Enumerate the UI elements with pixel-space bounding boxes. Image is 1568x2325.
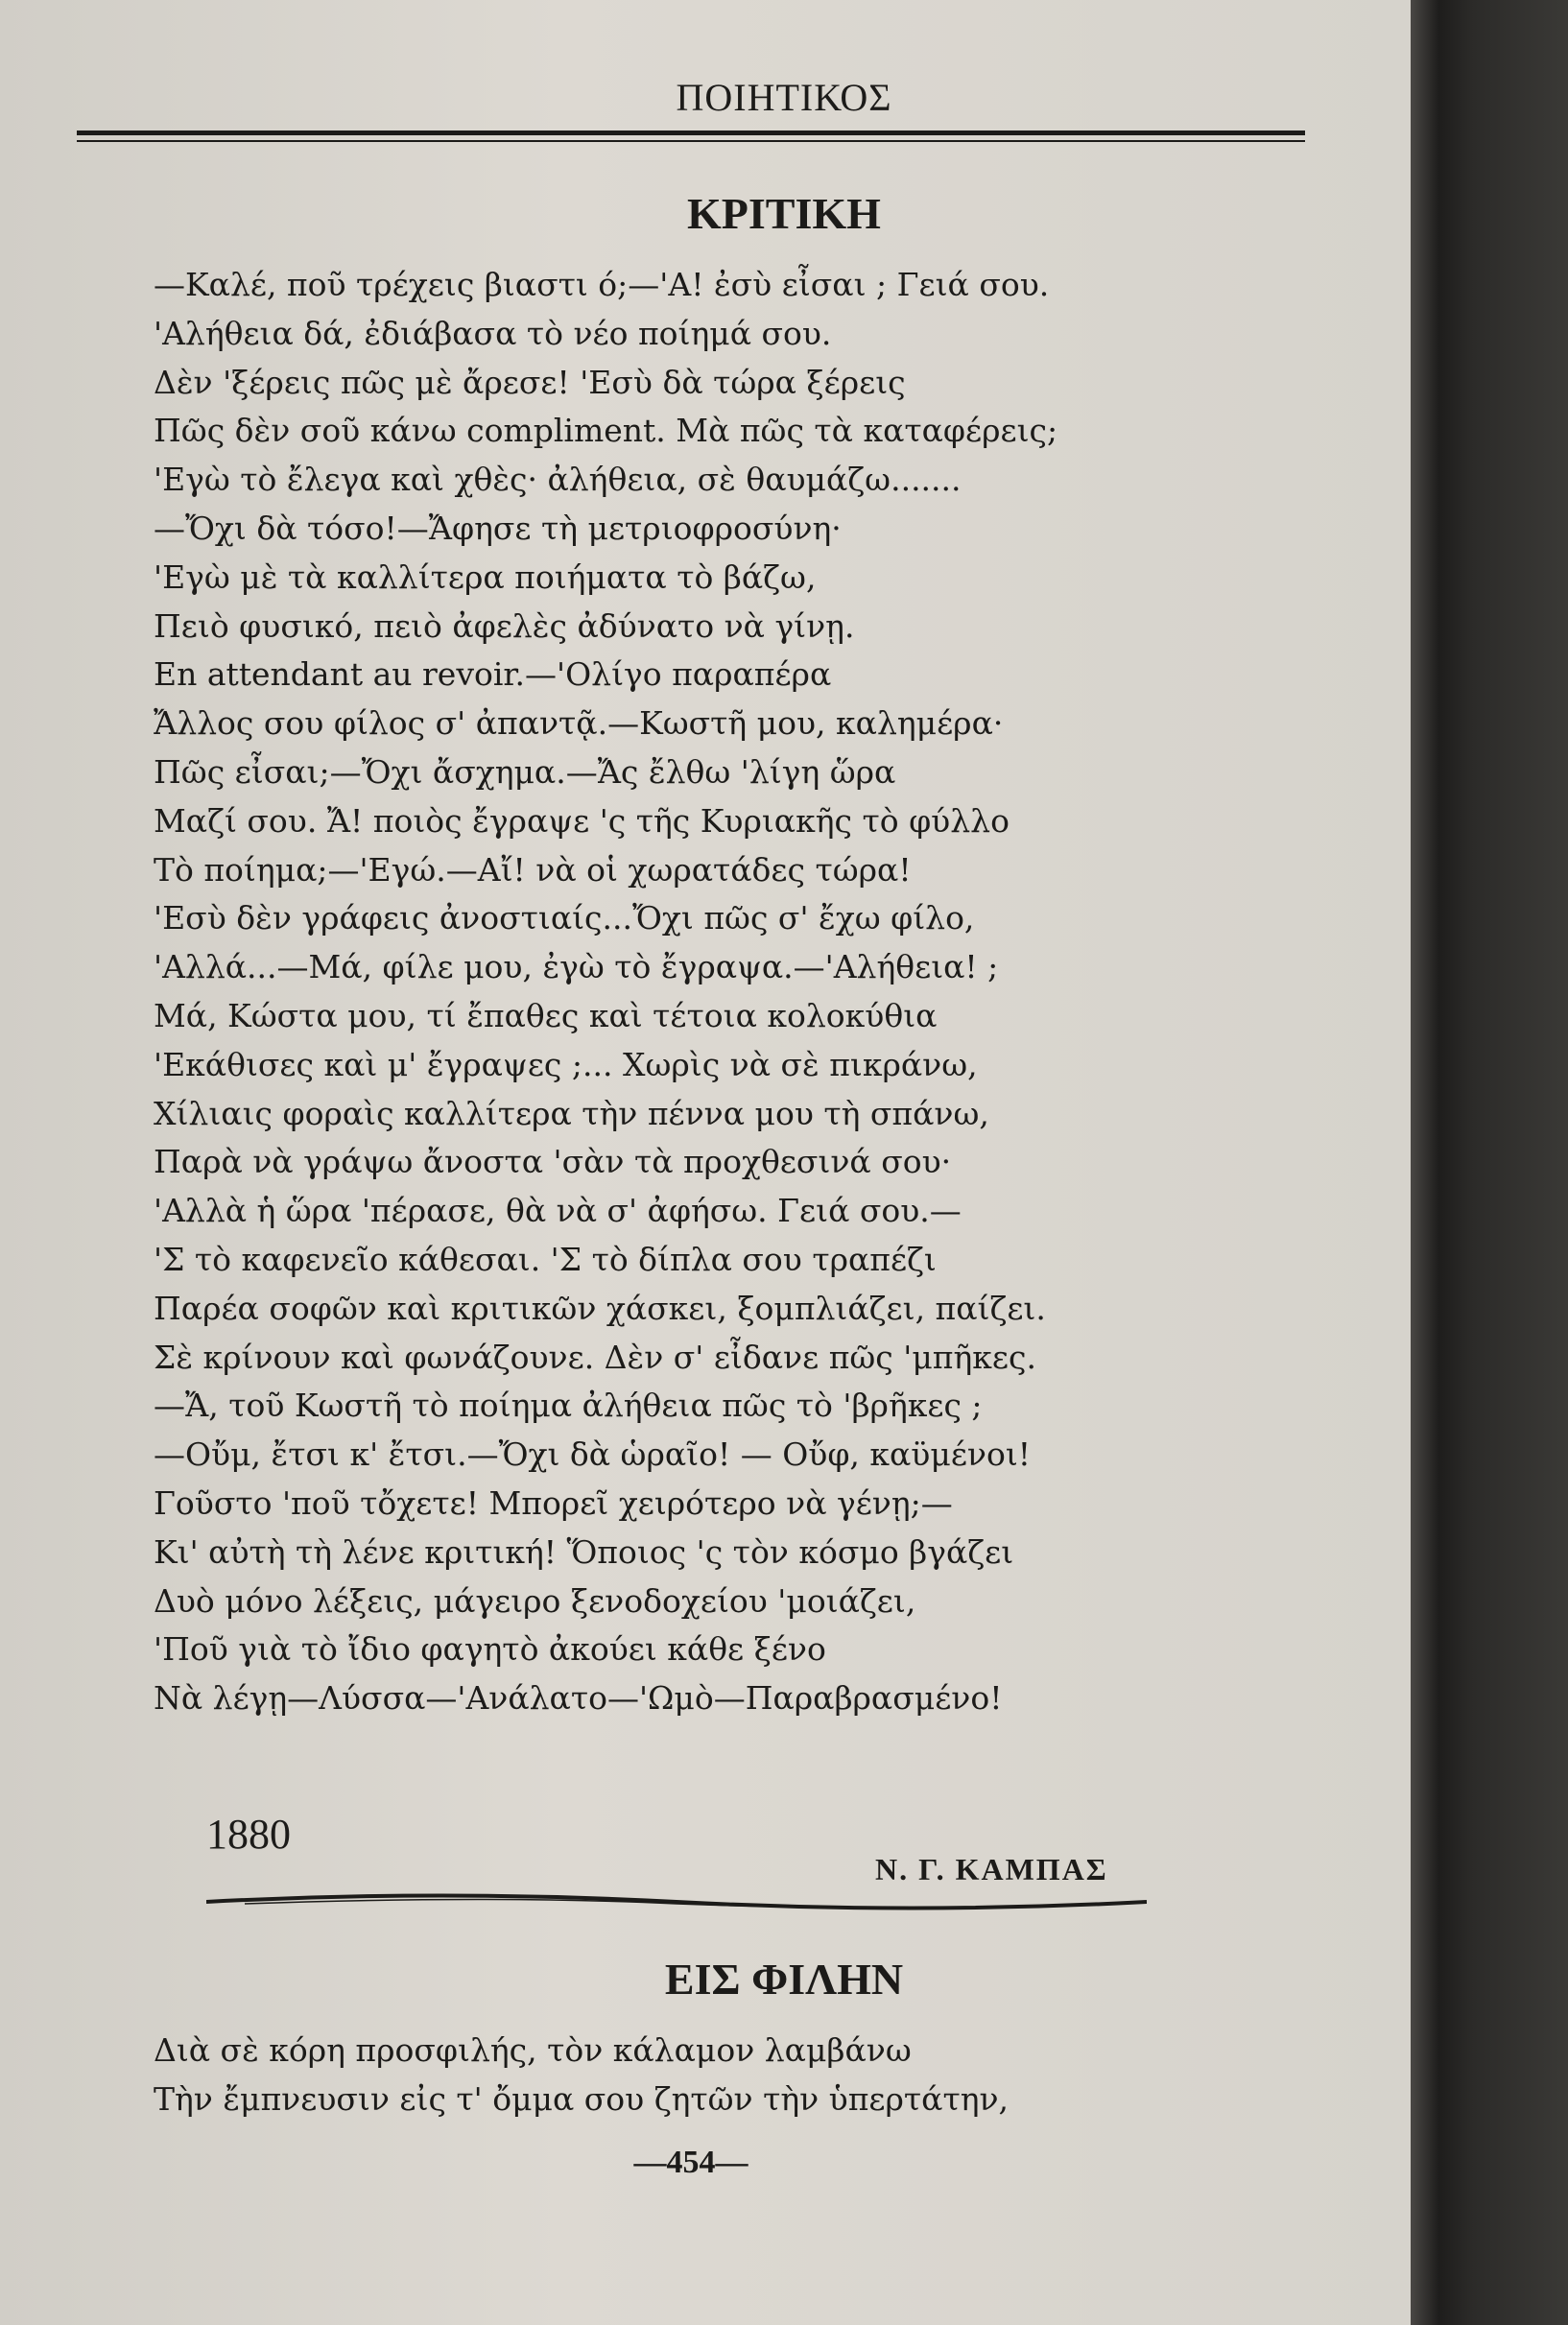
poem-body [154,261,1257,1723]
poem-line: Μά, Κώστα μου, τί ἔπαθες καὶ τέτοια κολοκύθια [154,996,938,1034]
poem-line: 'Αλλά...—Μά, φίλε μου, ἐγὼ τὸ ἔγραψα.—'Αλήθεια! ; [154,948,999,986]
poem-line: 'Αλήθεια δά, ἐδιάβασα τὸ νέο ποίημά σου. [154,314,832,352]
poem-line: 'Σ τὸ καφενεῖο κάθεσαι. 'Σ τὸ δίπλα σου τραπέζι [154,1240,937,1278]
poem-line: Χίλιαις φοραὶς καλλίτερα τὴν πέννα μου τὴ σπάνω, [154,1094,989,1132]
poem-line: 'Εκάθισες καὶ μ' ἔγραψες ;... Χωρὶς νὰ σὲ πικράνω, [154,1045,978,1083]
poem-line: Δὲν 'ξέρεις πῶς μὲ ἄρεσε! 'Εσὺ δὰ τώρα ξέρεις [154,363,906,401]
poem-line: Τὸ ποίημα;—'Εγώ.—Αἴ! νὰ οἱ χωρατάδες τώρα! [154,850,912,889]
poem-line: —Ὄχι δὰ τόσο!—Ἄφησε τὴ μετριοφροσύνη· [154,509,842,547]
second-poem-body [154,2027,1257,2124]
poem-line: Διὰ σὲ κόρη προσφιλής, τὸν κάλαμον λαμβάνω [154,2031,912,2069]
poem-line: Πῶς δὲν σοῦ κάνω compliment. Μὰ πῶς τὰ καταφέρεις; [154,412,1058,450]
poem-line: En attendant au revoir.—'Ολίγο παραπέρα [154,655,832,694]
poem-line: Πειὸ φυσικό, πειὸ ἀφελὲς ἀδύνατο νὰ γίνῃ. [154,606,855,645]
poem-line: Τὴν ἔμπνευσιν εἰς τ' ὄμμα σου ζητῶν τὴν ὑπερτάτην, [154,2079,1010,2118]
poem-line: Δυὸ μόνο λέξεις, μάγειρο ξενοδοχείου 'μοιάζει, [154,1581,916,1620]
poem-line: Μαζί σου. Ἄ! ποιὸς ἔγραψε 'ς τῆς Κυριακῆς τὸ φύλλο [154,801,1010,840]
poem-line: Παρέα σοφῶν καὶ κριτικῶν χάσκει, ξομπλιάζει, παίζει. [154,1289,1046,1327]
page-number: —454— [633,2145,748,2180]
poem-line: Γοῦστο 'ποῦ τὄχετε! Μπορεῖ χειρότερο νὰ γένῃ;— [154,1483,953,1522]
poem-line: Πῶς εἶσαι;—Ὄχι ἄσχημα.—Ἄς ἔλθω 'λίγη ὥρα [154,752,896,791]
poem-line: Σὲ κρίνουν καὶ φωνάζουνε. Δὲν σ' εἶδανε πῶς 'μπῆκες. [154,1338,1036,1376]
poem-line: 'Ποῦ γιὰ τὸ ἴδιο φαγητὸ ἀκούει κάθε ξένο [154,1630,826,1669]
poem-year: 1880 [206,1811,291,1858]
header-rule [77,130,1305,135]
second-poem-title: ΕΙΣ ΦΙΛΗΝ [664,1955,904,2004]
poem-line: Κι' αὐτὴ τὴ λένε κριτική! Ὅποιος 'ς τὸν κόσμο βγάζει [154,1532,1014,1571]
poem-line: —Οὔμ, ἔτσι κ' ἔτσι.—Ὄχι δὰ ὡραῖο! — Οὔφ, καϋμένοι! [154,1435,1032,1474]
poem-line: 'Εσὺ δὲν γράφεις ἀνοστιαίς...Ὄχι πῶς σ' ἔχω φίλο, [154,899,975,937]
poem-line: 'Εγὼ μὲ τὰ καλλίτερα ποιήματα τὸ βάζω, [154,558,817,596]
poem-line: Παρὰ νὰ γράψω ἄνοστα 'σὰν τὰ προχθεσινά σου· [154,1143,952,1181]
header-rule-thin [77,140,1305,142]
running-header: ΠΟΙΗΤΙΚΟΣ [676,76,892,119]
ornamental-divider [206,1886,1147,1918]
poem-line: —Ἄ, τοῦ Κωστῆ τὸ ποίημα ἀλήθεια πῶς τὸ 'βρῆκες ; [154,1387,983,1425]
poem-title: ΚΡΙΤΙΚΗ [687,189,881,238]
poem-line: Ἄλλος σου φίλος σ' ἀπαντᾷ.—Κωστῆ μου, καλημέρα· [154,704,1004,743]
poem-line: Νὰ λέγῃ—Λύσσα—'Ανάλατο—'Ωμὸ—Παραβρασμένο! [154,1679,1003,1718]
poem-line: 'Εγὼ τὸ ἔλεγα καὶ χθὲς· ἀλήθεια, σὲ θαυμάζω....... [154,461,962,499]
poem-author: Ν. Γ. ΚΑΜΠΑΣ [875,1852,1108,1886]
poem-line: —Καλέ, ποῦ τρέχεις βιαστι ό;—'Α! ἐσὺ εἶσαι ; Γειά σου. [154,266,1050,303]
poem-line: 'Αλλὰ ἡ ὥρα 'πέρασε, θὰ νὰ σ' ἀφήσω. Γειά σου.— [154,1192,962,1230]
